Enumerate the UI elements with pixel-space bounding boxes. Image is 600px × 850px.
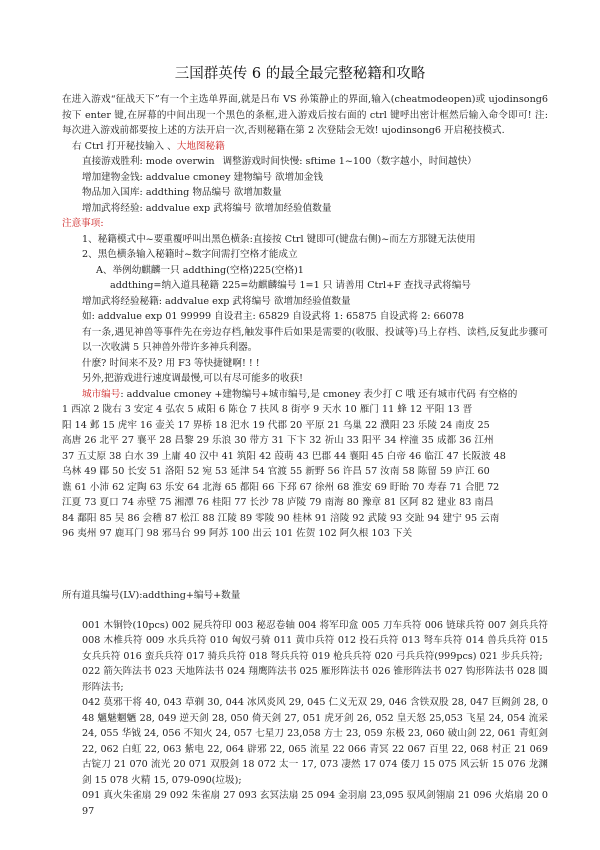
city-line: 1 西凉 2 陇右 3 安定 4 弘农 5 咸阳 6 陈仓 7 扶风 8 街亭 9 天水 10 雁门 11 蜂 12 平阳 13 晋 (62, 404, 473, 415)
items-paragraph: 091 真火朱雀扇 29 092 朱雀扇 27 093 玄冥法扇 25 094 金羽扇 23,095 驭风剑翎扇 21 096 火焰扇 20 097 (82, 790, 548, 817)
note-item: 1、秘籍模式中~要重覆呼叫出黑色横条:直接按 Ctrl 键即可(键盘右侧)~而左方那键无法使用 (82, 233, 476, 245)
city-line: 谯 61 小沛 62 定陶 63 乐安 64 北海 65 都阳 66 下邳 67 徐州 68 淮安 69 盱眙 70 寿春 71 合肥 72 (62, 481, 500, 493)
cheat-line (62, 154, 548, 170)
items-heading: 所有道具编号(LV):addthing+编号+数量 (62, 590, 241, 601)
items-paragraph: 022 箭矢阵法书 023 天地阵法书 024 翔鹰阵法书 025 雁形阵法书 026 锥形阵法书 027 钩形阵法书 028 圆形阵法书; (82, 666, 548, 693)
items-paragraph: 042 莫邪干将 40, 043 草剃 30, 044 冰风炎风 29, 045 仁义无双 29, 046 含铁双股 28, 047 巨阙剑 28, 048 魑魅魍魉 28, 049 逆天剑 28, 050 倚天剑 27, 051 虎牙剑 26, 052 皇天怒 25,053 飞星 24, 054 流采 24, 055 华钺 24, 056 不知火 24, 057 七星刀 23,058 方士 23, 059 东极 23, 060 破山剑 22, 061 青虹剑 22, 062 白虹 22, 063 紫电 22, 064 辟邪 22, 065 流星 22 066 青冥 22 067 百里 22, 068 村正 21 069 古锭刀 21 070 流光 20 071 双股剑 18 072 太一 17, 073 凄然 17 074 倭刀 15 075 风云斩 15 076 龙渊剑 15 078 火精 15, 079-090(垃圾); (82, 697, 548, 786)
example-detail: addthing=纳入道具秘籍 225=幼麒麟编号 1=1 只 请善用 Ctrl+F 查找寻武将编号 (110, 280, 471, 291)
page-title: 三国群英传 6 的最全最完整秘籍和攻略 (174, 66, 426, 82)
cheat-extra: 调整游戏时间快慢: sftime 1~100（数字越小，时间越快） (222, 156, 477, 167)
city-line: 96 夷州 97 鹿耳门 98 邪马台 99 阿苏 100 出云 101 佐贺 102 阿久根 103 下关 (62, 528, 413, 539)
tip-paragraph: 有一条,遇见神兽等事件先在旁边存档,触发事件后如果是需要的(收服、投诚等)马上存档、读档,反复此步骤可以一次收满 5 只神兽外带许多神兵利器。 (82, 326, 548, 353)
exp-example: 如: addvalue exp 01 99999 自设君主: 65829 自设武将 1: 65875 自设武将 2: 66078 (82, 311, 465, 322)
city-line: 高唐 26 北平 27 襄平 28 昌黎 29 乐浪 30 带方 31 下卞 32 祈山 33 阳平 34 梓潼 35 成都 36 江州 (62, 435, 494, 446)
intro-paragraph: 在进入游戏“征战天下”有一个主选单界面,就是吕布 VS 孙策静止的界面,输入(cheatmodeopen)或 ujodinsong6 按下 enter 键,在屏幕的中间出现一个黑色的条框,进入游戏后按右面的 ctrl 键呼出密计框然后输入命令即可! 注: 每次进入游戏前都要按上述的方法开启一次,否则秘籍在第 2 次登陆会无效! ujodinsong6 开启秘技模式. (62, 94, 548, 136)
cheat-open-highlight: 大地图秘籍 (176, 140, 225, 152)
example-line: A、举例幼麒麟一只 addthing(空格)225(空格)1 (96, 264, 304, 276)
note-item: 2、黑色横条输入秘籍时~数字间需打空格才能成立 (82, 249, 298, 260)
cheat-line: 物品加入国库: addthing 物品编号 欲增加数量 (82, 187, 282, 198)
notes-heading: 注意事项: (62, 218, 104, 229)
document-body (62, 92, 548, 542)
city-line: 37 五丈原 38 白水 39 上庸 40 汉中 41 筑阳 42 葭萌 43 巴郡 44 襄阳 45 白帝 46 临江 47 长阪波 48 (62, 450, 506, 462)
cheat-line: 增加建物金钱: addvalue cmoney 建物编号 欲增加金钱 (82, 171, 323, 183)
cheat-label: 直接游戏胜利: mode overwin (82, 156, 215, 167)
city-line: 阳 14 邺 15 虎牢 16 壶关 17 界桥 18 汜水 19 代郡 20 平原 21 乌巢 22 濮阳 23 乐陵 24 南皮 25 (62, 419, 490, 431)
city-code-desc: : addvalue cmoney +建物编号+城市编号,是 cmoney 表少打 C 哦 还有城市代码 有空格的 (120, 388, 518, 400)
city-line: 江夏 73 夏口 74 赤壁 75 湘潭 76 桂阳 77 长沙 78 庐陵 79 南海 80 豫章 81 区阿 82 建业 83 南昌 (62, 497, 494, 508)
cheat-line: 增加武将经验: addvalue exp 武将编号 欲增加经验值数量 (82, 202, 332, 214)
question-line: 什麽? 时间来不及? 用 F3 等快捷键啊! ! ! (82, 357, 260, 369)
city-line: 84 鄱阳 85 吴 86 会稽 87 松江 88 江陵 89 零陵 90 桂林 91 涪陵 92 武陵 93 交趾 94 建宁 95 云南 (62, 512, 500, 524)
city-line: 乌林 49 郿 50 长安 51 洛阳 52 宛 53 延津 54 官渡 55 新野 56 许昌 57 汝南 58 陈留 59 庐江 60 (62, 466, 490, 477)
hint-line: 另外,把游戏进行速度调最慢,可以有尽可能多的收获! (82, 373, 304, 384)
cheat-open-line (62, 139, 548, 155)
cheat-open-prefix: 右 Ctrl 打开秘技输入 、 (72, 140, 177, 152)
items-paragraph: 001 木铜铃(10pcs) 002 屍兵符印 003 秘忍卷轴 004 将军印盒 005 刀车兵符 006 链球兵符 007 剑兵兵符 008 木椎兵符 009 水兵兵符 010 匈奴弓骑 011 黄巾兵符 012 投石兵符 013 弩车兵符 014 兽兵兵符 015 女兵兵符 016 蛮兵兵符 017 骑兵兵符 018 弩兵兵符 019 枪兵兵符 020 弓兵兵符(999pcs) 021 步兵兵符; (82, 619, 548, 662)
city-code-label: 城市编号 (82, 388, 121, 400)
exp-line: 增加武将经验秘籍: addvalue exp 武将编号 欲增加经验值数量 (82, 295, 351, 307)
city-code-heading (62, 387, 548, 403)
items-section (62, 588, 548, 819)
